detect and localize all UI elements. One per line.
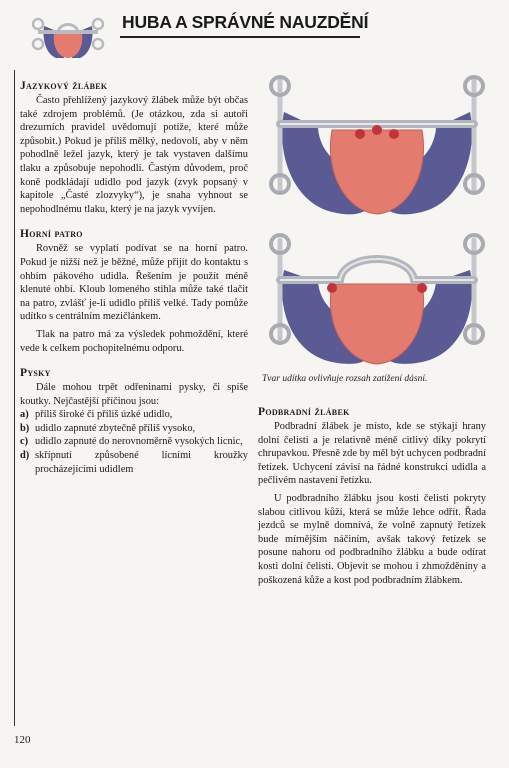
bit-illustration-top [262, 72, 492, 222]
list-item [20, 422, 248, 436]
paragraph: Tlak na patro má za výsledek pohmoždění, které vede k celkem pochopitelnému odporu. [20, 328, 248, 354]
cause-list [20, 408, 248, 476]
list-item [20, 449, 248, 476]
list-text: udidlo zapnuté zbytečně příliš vysoko, [35, 422, 196, 434]
page-number: 120 [14, 734, 31, 746]
list-item [20, 435, 248, 449]
figure-caption: Tvar udítka ovlivňuje rozsah zatížení dásní. [262, 374, 428, 384]
paragraph: Podbradní žlábek je místo, kde se stýkají hrany dolní čelisti a je relativně méně citlivý díky pokrytí chrupavkou. Přesně zde by měl být uchycen podbradní řetízek. Uchycení závisí na řádné konstrukci udidla a pečlivém nastavení řetízku. [258, 421, 486, 487]
section-jazykovy-zlabek [20, 80, 248, 216]
paragraph: Rovněž se vyplatí podívat se na horní patro. Pokud je nižší než je běžné, může přijít do kontaktu s ohbím pákového udidla. Řešením je použít méně klenuté ohbí. Kloub lomeného stihla může také tlačit na patro, zvlášť je-li udidlo příliš velké. Tady pomůže udítko s centrálním mezičlánkem. [20, 243, 248, 323]
header-bit-logo [30, 14, 106, 60]
left-column [20, 80, 248, 488]
section-horni-patro [20, 228, 248, 355]
list-text: skřípnutí způsobené lícními kroužky procházejícími udidlem [35, 450, 248, 475]
chapter-title: HUBA A SPRÁVNÉ NAUZDĚNÍ [122, 12, 369, 32]
list-marker: d) [20, 450, 30, 462]
section-heading: Jazykový žlábek [20, 80, 108, 92]
list-text: udidlo zapnuté do nerovnoměrně vysokých licnic, [35, 436, 243, 448]
right-column [258, 406, 486, 587]
list-text: příliš široké či příliš úzké udidlo, [35, 409, 173, 421]
section-heading: Podbradní žlábek [258, 406, 350, 418]
margin-rule [14, 70, 15, 726]
list-marker: c) [20, 436, 29, 448]
paragraph: U podbradního žlábku jsou kosti čelisti pokryty slabou citlivou kůží, která se může lehce odřít. Řada jezdců se mylně domnívá, že volně zapnutý řetízek bude mírnějším náčiním, avšak takový řetízek se posune nahoru od podbradního žlábku a bude odírat kosti dolní čelisti. Objevit se mohou i zhmožděniny a poškozená kůže a kost pod podbradním žlábkem. [258, 492, 486, 586]
section-pysky [20, 367, 248, 476]
list-marker: a) [20, 409, 29, 421]
section-heading: Pysky [20, 367, 51, 380]
list-marker: b) [20, 422, 30, 434]
list-item [20, 408, 248, 422]
title-underline [120, 36, 360, 38]
paragraph: Často přehlížený jazykový žlábek může být občas také zdrojem problémů. (Je otázkou, zda si autoři drezurních pravidel uvědomují potíže, které může způsobit.) Pokud je příliš mělký, nedovolí, aby v něm pohodlně ležel jazyk, který je tak vystaven dalšímu tlaku a způsobuje nepohodlí. Častým důvodem, proč koně podkládají udidlo pod jazyk (zvyk popsaný v kapitole „Časté zlozvyky“), je snaha vyhnout se nepohodlnému tlaku, který je na jazyk vyvíjen. [20, 95, 248, 215]
paragraph: Dále mohou trpět odřeninami pysky, či spíše koutky. Nejčastější příčinou jsou: [20, 382, 248, 407]
section-heading: Horní patro [20, 228, 83, 241]
bit-illustration-bottom [262, 230, 492, 370]
